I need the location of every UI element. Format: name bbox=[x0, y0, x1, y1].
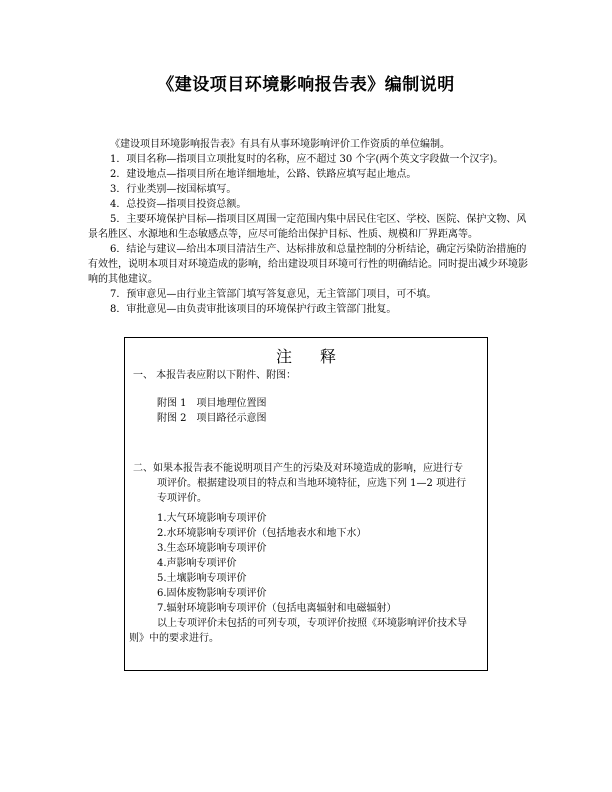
instruction-item: 1．项目名称—指项目立项批复时的名称，应不超过 30 个字(两个英文字段做一个汉字)。 bbox=[110, 154, 504, 165]
instruction-item: 7．预审意见—由行业主管部门填写答复意见，无主管部门项目，可不填。 bbox=[110, 289, 437, 300]
instruction-item: 6．结论与建议—给出本项目清洁生产、达标排放和总量控制的分析结论，确定污染防治措施的有效性，说明本项目对环境造成的影响，给出建设项目环境可行性的明确结论。同时提出减少环境影响的其他建议。 bbox=[88, 244, 528, 285]
special-evaluation-item: 2.水环境影响专项评价（包括地表水和地下水） bbox=[157, 528, 367, 539]
notes-section-special-line: 二、如果本报告表不能说明项目产生的污染及对环境造成的影响，应进行专 bbox=[133, 463, 463, 474]
special-evaluation-item: 1.大气环境影响专项评价 bbox=[157, 513, 267, 524]
instruction-item: 2．建设地点—指项目所在地详细地址，公路、铁路应填写起止地点。 bbox=[110, 169, 417, 180]
intro-lead: 《建设项目环境影响报告表》有具有从事环境影响评价工作资质的单位编制。 bbox=[110, 139, 450, 150]
special-evaluation-item: 3.生态环境影响专项评价 bbox=[157, 543, 267, 554]
instructions-section bbox=[88, 137, 530, 317]
instruction-item: 4．总投资—指项目投资总额。 bbox=[110, 199, 247, 210]
notes-section-special-line: 专项评价。 bbox=[157, 493, 207, 504]
notes-title: 注释 bbox=[275, 347, 364, 366]
instruction-item: 3．行业类别—按国标填写。 bbox=[110, 184, 237, 195]
instruction-item: 5．主要环境保护目标—指项目区周围一定范围内集中居民住宅区、学校、医院、保护文物、风景名胜区、水源地和生态敏感点等，应尽可能给出保护目标、性质、规模和厂界距离等。 bbox=[88, 214, 527, 240]
special-evaluation-item: 5.土壤影响专项评价 bbox=[157, 573, 247, 584]
notes-closing-line: 以上专项评价未包括的可列专项，专项评价按照《环境影响评价技术导 bbox=[157, 618, 467, 629]
notes-section-special-line: 项评价。根据建设项目的特点和当地环境特征，应选下列 1—2 项进行 bbox=[157, 478, 467, 489]
figure-item: 附图 1 项目地理位置图 bbox=[157, 398, 267, 409]
special-evaluation-item: 4.声影响专项评价 bbox=[157, 558, 237, 569]
page-title: 《建设项目环境影响报告表》编制说明 bbox=[157, 75, 455, 95]
notes-closing-line: 则》中的要求进行。 bbox=[129, 633, 219, 644]
instruction-item: 8．审批意见—由负责审批该项目的环境保护行政主管部门批复。 bbox=[110, 304, 397, 315]
figure-item: 附图 2 项目路径示意图 bbox=[157, 413, 267, 424]
special-evaluation-item: 6.固体废物影响专项评价 bbox=[157, 588, 267, 599]
notes-box bbox=[124, 337, 488, 671]
notes-section-attachments: 一、 本报告表应附以下附件、附图： bbox=[133, 370, 297, 381]
special-evaluation-item: 7.辐射环境影响专项评价（包括电离辐射和电磁辐射） bbox=[157, 603, 397, 614]
